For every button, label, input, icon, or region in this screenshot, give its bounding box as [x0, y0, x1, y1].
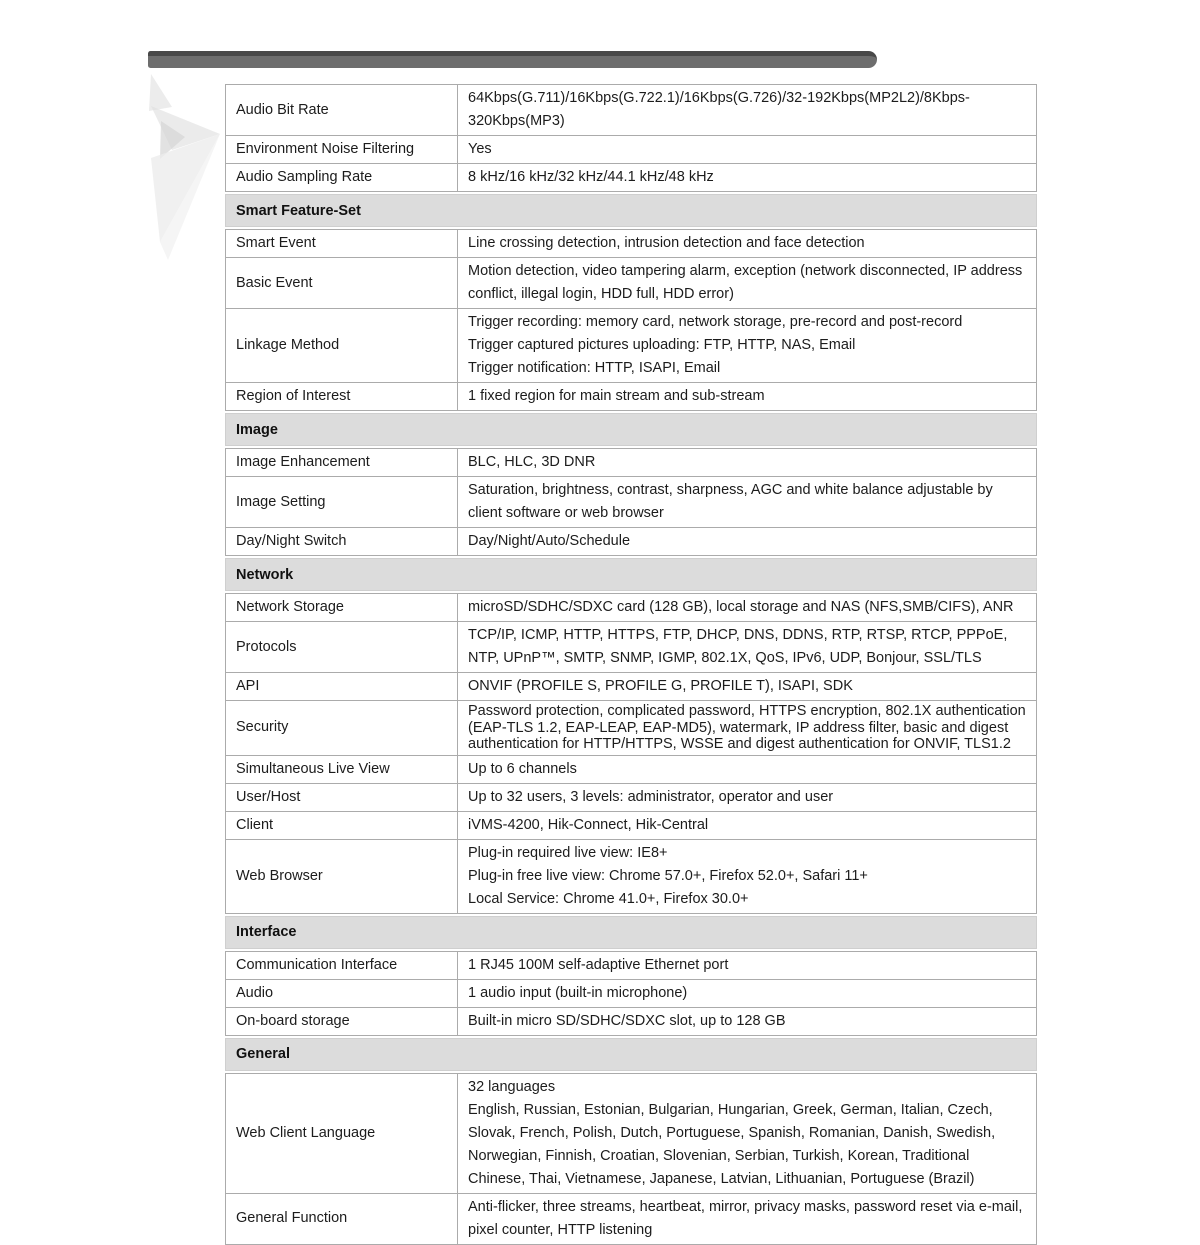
spec-table — [225, 84, 1037, 1245]
row-label: Simultaneous Live View — [226, 756, 458, 783]
watermark-logo — [144, 64, 236, 264]
table-row — [226, 1074, 1036, 1193]
row-value — [458, 85, 1036, 135]
table-row — [226, 594, 1036, 621]
value-line: Line crossing detection, intrusion detection and face detection — [468, 235, 865, 251]
value-line: Trigger captured pictures uploading: FTP, HTTP, NAS, Email — [468, 337, 856, 353]
row-value — [458, 230, 1036, 257]
table-row — [226, 672, 1036, 700]
row-value — [458, 701, 1036, 755]
table-row — [226, 783, 1036, 811]
section-header — [225, 1038, 1037, 1071]
row-value — [458, 528, 1036, 555]
table-row — [226, 308, 1036, 382]
section-header — [225, 916, 1037, 949]
row-value — [458, 477, 1036, 527]
row-value — [458, 1008, 1036, 1035]
value-line: 8 kHz/16 kHz/32 kHz/44.1 kHz/48 kHz — [468, 169, 714, 185]
value-line: Built-in micro SD/SDHC/SDXC slot, up to 128 GB — [468, 1012, 786, 1029]
row-value — [458, 1074, 1036, 1193]
row-label: Protocols — [226, 622, 458, 672]
table-row — [226, 811, 1036, 839]
section-title: Image — [236, 421, 278, 438]
table-row — [226, 476, 1036, 527]
value-line: BLC, HLC, 3D DNR — [468, 454, 596, 470]
table-block — [225, 593, 1037, 914]
table-block — [225, 1073, 1037, 1245]
row-value — [458, 309, 1036, 382]
row-label: Environment Noise Filtering — [226, 136, 458, 163]
section-header — [225, 413, 1037, 446]
value-line: Password protection, complicated password, HTTPS encryption, 802.1X authentication (EAP-TLS 1.2, EAP-LEAP, EAP-MD5), watermark, IP address filter, basic and digest authentication for HTTP/HTTPS, WSSE and digest authentication for ONVIF, TLS1.2 — [468, 703, 1026, 752]
table-row — [226, 85, 1036, 135]
row-label: User/Host — [226, 784, 458, 811]
value-line: 1 fixed region for main stream and sub-stream — [468, 388, 765, 404]
row-value — [458, 136, 1036, 163]
row-label: On-board storage — [226, 1008, 458, 1035]
row-label: Security — [226, 701, 458, 755]
table-row — [226, 163, 1036, 191]
table-row — [226, 1007, 1036, 1035]
top-accent-bar — [148, 51, 877, 68]
section-title: General — [236, 1046, 290, 1062]
row-value — [458, 164, 1036, 191]
row-value — [458, 383, 1036, 410]
row-label: Image Setting — [226, 477, 458, 527]
table-row — [226, 382, 1036, 410]
row-label: General Function — [226, 1194, 458, 1244]
value-line: Plug-in free live view: Chrome 57.0+, Firefox 52.0+, Safari 11+ — [468, 867, 868, 884]
value-line: microSD/SDHC/SDXC card (128 GB), local storage and NAS (NFS,SMB/CIFS), ANR — [468, 599, 1014, 615]
table-block — [225, 448, 1037, 556]
row-label: Client — [226, 812, 458, 839]
row-label: Day/Night Switch — [226, 528, 458, 555]
row-value — [458, 980, 1036, 1007]
value-line: Yes — [468, 141, 492, 157]
value-line: TCP/IP, ICMP, HTTP, HTTPS, FTP, DHCP, DNS, DDNS, RTP, RTSP, RTCP, PPPoE, NTP, UPnP™, SMTP, SNMP, IGMP, 802.1X, QoS, IPv6, UDP, Bonjour, SSL/TLS — [468, 627, 1008, 666]
value-line: Anti-flicker, three streams, heartbeat, mirror, privacy masks, password reset via e-mail, pixel counter, HTTP listening — [468, 1198, 1023, 1238]
value-line: Saturation, brightness, contrast, sharpness, AGC and white balance adjustable by client software or web browser — [468, 482, 993, 521]
row-label: Smart Event — [226, 230, 458, 257]
row-value — [458, 622, 1036, 672]
table-row — [226, 979, 1036, 1007]
row-label: Basic Event — [226, 258, 458, 308]
row-label: Network Storage — [226, 594, 458, 621]
value-line: Up to 32 users, 3 levels: administrator, operator and user — [468, 788, 834, 805]
value-line: Up to 6 channels — [468, 760, 577, 777]
row-label: API — [226, 673, 458, 700]
table-row — [226, 839, 1036, 913]
value-line: Plug-in required live view: IE8+ — [468, 844, 668, 861]
table-block — [225, 229, 1037, 411]
row-label: Region of Interest — [226, 383, 458, 410]
section-title: Interface — [236, 924, 297, 940]
table-block — [225, 951, 1037, 1036]
value-line: English, Russian, Estonian, Bulgarian, Hungarian, Greek, German, Italian, Czech, Slovak, French, Polish, Dutch, Portuguese, Spanish, Romanian, Danish, Swedish, Norwegian, Finnish, Croatian, Slovenian, Serbian, Turkish, Korean, Traditional Chinese, Thai, Vietnamese, Japanese, Latvian, Lithuanian, Portuguese (Brazil) — [468, 1101, 996, 1187]
section-title: Smart Feature-Set — [236, 202, 361, 219]
table-row — [226, 952, 1036, 979]
row-label: Audio Sampling Rate — [226, 164, 458, 191]
section-header — [225, 194, 1037, 227]
row-value — [458, 258, 1036, 308]
row-label: Web Browser — [226, 840, 458, 913]
value-line: 32 languages — [468, 1078, 556, 1095]
table-row — [226, 755, 1036, 783]
row-value — [458, 812, 1036, 839]
value-line: Day/Night/Auto/Schedule — [468, 533, 631, 549]
value-line: Motion detection, video tampering alarm, exception (network disconnected, IP address conflict, illegal login, HDD full, HDD error) — [468, 263, 1023, 302]
row-label: Linkage Method — [226, 309, 458, 382]
row-value — [458, 673, 1036, 700]
row-label: Image Enhancement — [226, 449, 458, 476]
row-value — [458, 756, 1036, 783]
row-value — [458, 1194, 1036, 1244]
section-title: Network — [236, 566, 294, 583]
table-row — [226, 1193, 1036, 1244]
value-line: iVMS-4200, Hik-Connect, Hik-Central — [468, 816, 709, 833]
table-row — [226, 527, 1036, 555]
table-row — [226, 135, 1036, 163]
row-value — [458, 952, 1036, 979]
value-line: Trigger recording: memory card, network storage, pre-record and post-record — [468, 314, 963, 330]
row-label: Audio — [226, 980, 458, 1007]
value-line: Trigger notification: HTTP, ISAPI, Email — [468, 360, 721, 376]
table-row — [226, 621, 1036, 672]
table-row — [226, 230, 1036, 257]
table-row — [226, 449, 1036, 476]
value-line: 1 RJ45 100M self-adaptive Ethernet port — [468, 956, 729, 973]
value-line: ONVIF (PROFILE S, PROFILE G, PROFILE T), ISAPI, SDK — [468, 678, 853, 694]
row-label: Web Client Language — [226, 1074, 458, 1193]
row-value — [458, 594, 1036, 621]
table-row — [226, 700, 1036, 755]
table-block — [225, 84, 1037, 192]
row-value — [458, 840, 1036, 913]
row-value — [458, 784, 1036, 811]
table-row — [226, 257, 1036, 308]
value-line: 1 audio input (built-in microphone) — [468, 984, 688, 1001]
section-header — [225, 558, 1037, 591]
row-label: Audio Bit Rate — [226, 85, 458, 135]
row-label: Communication Interface — [226, 952, 458, 979]
value-line: Local Service: Chrome 41.0+, Firefox 30.0+ — [468, 890, 749, 907]
row-value — [458, 449, 1036, 476]
value-line: 64Kbps(G.711)/16Kbps(G.722.1)/16Kbps(G.726)/32-192Kbps(MP2L2)/8Kbps-320Kbps(MP3) — [468, 90, 970, 129]
